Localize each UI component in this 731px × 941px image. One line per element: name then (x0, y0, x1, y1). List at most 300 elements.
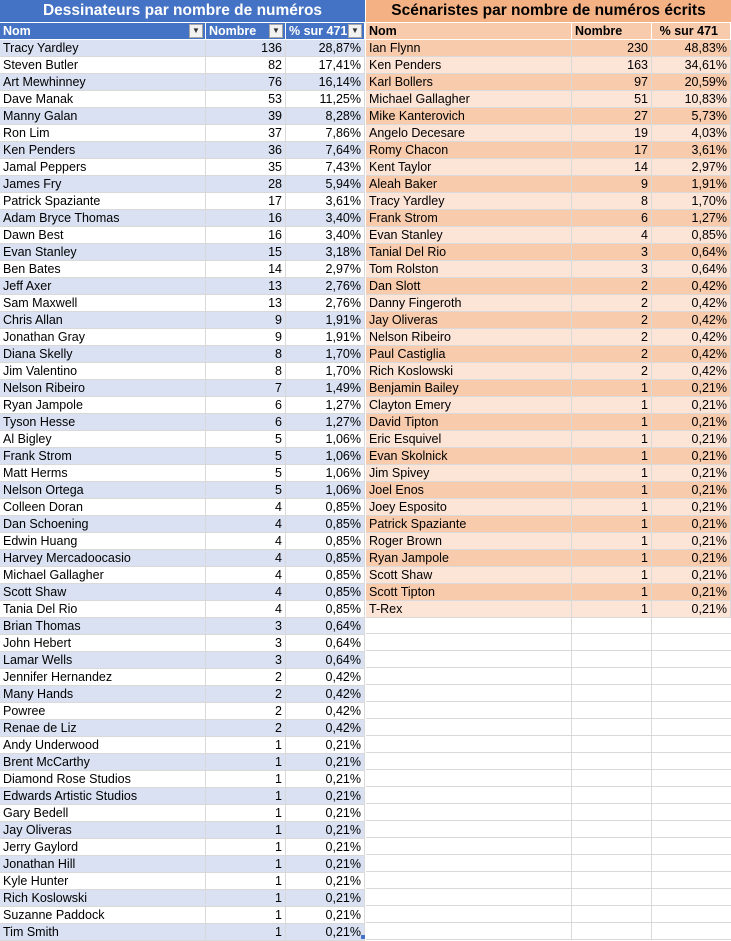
writer-pct-cell[interactable]: 0,21% (652, 448, 731, 465)
writer-count-cell[interactable]: 2 (572, 278, 652, 295)
writer-name-cell[interactable]: Jim Spivey (366, 465, 572, 482)
writer-count-cell[interactable]: 27 (572, 108, 652, 125)
artist-count-cell[interactable]: 9 (206, 312, 286, 329)
artist-pct-cell[interactable]: 0,64% (286, 652, 365, 669)
artist-pct-cell[interactable]: 0,21% (286, 873, 365, 890)
artist-count-cell[interactable]: 8 (206, 346, 286, 363)
writer-name-cell[interactable]: Roger Brown (366, 533, 572, 550)
writer-name-cell[interactable]: Joey Esposito (366, 499, 572, 516)
artist-name-cell[interactable]: Tracy Yardley (0, 40, 206, 57)
writer-name-cell[interactable]: David Tipton (366, 414, 572, 431)
artist-count-cell[interactable]: 17 (206, 193, 286, 210)
artist-pct-cell[interactable]: 1,70% (286, 346, 365, 363)
artist-pct-cell[interactable]: 0,21% (286, 924, 365, 941)
artist-name-cell[interactable]: Powree (0, 703, 206, 720)
artist-pct-cell[interactable]: 1,06% (286, 431, 365, 448)
artist-count-cell[interactable]: 3 (206, 618, 286, 635)
artist-name-cell[interactable]: Al Bigley (0, 431, 206, 448)
artist-count-cell[interactable]: 28 (206, 176, 286, 193)
writer-count-cell[interactable]: 1 (572, 601, 652, 618)
artist-count-cell[interactable]: 1 (206, 873, 286, 890)
writer-table-row (366, 499, 731, 516)
artist-table-row (0, 550, 365, 567)
writer-count-cell[interactable]: 3 (572, 261, 652, 278)
artist-pct-cell[interactable]: 0,21% (286, 856, 365, 873)
writer-name-cell[interactable]: Joel Enos (366, 482, 572, 499)
artist-count-cell[interactable]: 37 (206, 125, 286, 142)
writer-name-cell[interactable]: T-Rex (366, 601, 572, 618)
artist-name-cell[interactable]: Frank Strom (0, 448, 206, 465)
artist-name-cell[interactable]: Lamar Wells (0, 652, 206, 669)
writer-pct-cell[interactable]: 0,42% (652, 295, 731, 312)
writer-table-row (366, 397, 731, 414)
artist-pct-cell[interactable]: 1,91% (286, 329, 365, 346)
writer-table-row (366, 431, 731, 448)
artists-table-title[interactable]: Dessinateurs par nombre de numéros (0, 0, 365, 23)
artist-name-cell[interactable]: Kyle Hunter (0, 873, 206, 890)
writer-name-cell[interactable]: Dan Slott (366, 278, 572, 295)
artist-count-cell[interactable]: 1 (206, 924, 286, 941)
artist-pct-cell[interactable]: 0,85% (286, 567, 365, 584)
artist-count-cell[interactable]: 1 (206, 737, 286, 754)
artist-count-cell[interactable]: 2 (206, 703, 286, 720)
artist-count-cell[interactable]: 4 (206, 533, 286, 550)
writer-name-cell[interactable]: Tom Rolston (366, 261, 572, 278)
writer-pct-cell[interactable]: 0,21% (652, 516, 731, 533)
artist-name-cell[interactable]: John Hebert (0, 635, 206, 652)
artists-header-name[interactable] (0, 23, 206, 40)
artist-pct-cell[interactable]: 17,41% (286, 57, 365, 74)
artist-name-cell[interactable]: Ken Penders (0, 142, 206, 159)
artist-pct-cell[interactable]: 1,91% (286, 312, 365, 329)
artist-count-cell[interactable]: 36 (206, 142, 286, 159)
table-resize-handle[interactable] (361, 935, 365, 939)
writer-pct-cell[interactable]: 3,61% (652, 142, 731, 159)
writer-pct-cell[interactable]: 48,83% (652, 40, 731, 57)
artist-table-row (0, 482, 365, 499)
artist-pct-cell[interactable]: 3,40% (286, 227, 365, 244)
artist-count-cell[interactable]: 1 (206, 890, 286, 907)
artist-name-cell[interactable]: Brent McCarthy (0, 754, 206, 771)
artist-table-row (0, 873, 365, 890)
artist-pct-cell[interactable]: 1,06% (286, 465, 365, 482)
artist-name-cell[interactable]: Many Hands (0, 686, 206, 703)
artist-pct-cell[interactable]: 1,70% (286, 363, 365, 380)
artist-name-cell[interactable]: Matt Herms (0, 465, 206, 482)
artist-table-row (0, 125, 365, 142)
artist-pct-cell[interactable]: 1,27% (286, 397, 365, 414)
artist-pct-cell[interactable]: 0,64% (286, 618, 365, 635)
writer-name-cell[interactable]: Paul Castiglia (366, 346, 572, 363)
artist-count-cell[interactable]: 4 (206, 567, 286, 584)
writer-name-cell[interactable]: Clayton Emery (366, 397, 572, 414)
artist-pct-cell[interactable]: 0,64% (286, 635, 365, 652)
artist-count-cell[interactable]: 4 (206, 550, 286, 567)
writer-count-cell[interactable]: 1 (572, 584, 652, 601)
writer-pct-cell[interactable]: 0,21% (652, 482, 731, 499)
artist-name-cell[interactable]: Steven Butler (0, 57, 206, 74)
artist-pct-cell[interactable]: 0,85% (286, 584, 365, 601)
artist-name-cell[interactable]: Ron Lim (0, 125, 206, 142)
writer-name-cell[interactable]: Rich Koslowski (366, 363, 572, 380)
writer-pct-cell[interactable]: 1,27% (652, 210, 731, 227)
artist-name-cell[interactable]: Adam Bryce Thomas (0, 210, 206, 227)
writer-table-row (366, 142, 731, 159)
artist-name-cell[interactable]: Ryan Jampole (0, 397, 206, 414)
artist-pct-cell[interactable]: 0,42% (286, 703, 365, 720)
writer-count-cell[interactable]: 1 (572, 499, 652, 516)
writer-name-cell[interactable]: Evan Stanley (366, 227, 572, 244)
writer-name-cell[interactable]: Aleah Baker (366, 176, 572, 193)
artist-count-cell[interactable]: 15 (206, 244, 286, 261)
writer-count-cell[interactable]: 14 (572, 159, 652, 176)
writer-name-cell[interactable]: Mike Kanterovich (366, 108, 572, 125)
artist-count-cell[interactable]: 2 (206, 720, 286, 737)
writer-pct-cell[interactable]: 0,64% (652, 261, 731, 278)
artist-pct-cell[interactable]: 16,14% (286, 74, 365, 91)
artist-table-row (0, 414, 365, 431)
writer-pct-cell[interactable]: 0,21% (652, 567, 731, 584)
artist-pct-cell[interactable]: 3,18% (286, 244, 365, 261)
writer-name-cell[interactable]: Eric Esquivel (366, 431, 572, 448)
artist-table-row (0, 159, 365, 176)
writer-name-cell[interactable]: Ian Flynn (366, 40, 572, 57)
writer-table-row (366, 567, 731, 584)
artist-count-cell[interactable]: 5 (206, 431, 286, 448)
artist-table-row (0, 805, 365, 822)
artist-table-row (0, 856, 365, 873)
filter-dropdown-icon[interactable]: ▼ (189, 24, 203, 38)
artist-name-cell[interactable]: Dave Manak (0, 91, 206, 108)
writer-count-cell[interactable]: 17 (572, 142, 652, 159)
writer-pct-cell[interactable]: 34,61% (652, 57, 731, 74)
artist-count-cell[interactable]: 5 (206, 448, 286, 465)
writer-pct-cell[interactable]: 0,21% (652, 601, 731, 618)
artist-pct-cell[interactable]: 0,21% (286, 737, 365, 754)
artist-name-cell[interactable]: Jeff Axer (0, 278, 206, 295)
artist-pct-cell[interactable]: 0,21% (286, 788, 365, 805)
artist-pct-cell[interactable]: 7,86% (286, 125, 365, 142)
artists-header-name-label: Nom (3, 24, 31, 38)
writers-header-count[interactable]: Nombre (572, 23, 652, 40)
artist-count-cell[interactable]: 1 (206, 907, 286, 924)
artist-name-cell[interactable]: Jerry Gaylord (0, 839, 206, 856)
artist-count-cell[interactable]: 1 (206, 805, 286, 822)
writer-name-cell[interactable]: Jay Oliveras (366, 312, 572, 329)
writer-count-cell[interactable]: 230 (572, 40, 652, 57)
writer-name-cell[interactable]: Nelson Ribeiro (366, 329, 572, 346)
writers-header-row (366, 23, 731, 40)
writer-name-cell[interactable]: Benjamin Bailey (366, 380, 572, 397)
writer-pct-cell[interactable]: 10,83% (652, 91, 731, 108)
writers-header-pct[interactable]: % sur 471 (652, 23, 731, 40)
artist-count-cell[interactable]: 5 (206, 482, 286, 499)
writer-pct-cell[interactable]: 20,59% (652, 74, 731, 91)
writer-name-cell[interactable]: Tracy Yardley (366, 193, 572, 210)
artist-name-cell[interactable]: Gary Bedell (0, 805, 206, 822)
writer-count-cell[interactable]: 1 (572, 567, 652, 584)
artists-header-pct[interactable] (286, 23, 365, 40)
artist-count-cell[interactable]: 53 (206, 91, 286, 108)
writer-count-cell[interactable]: 163 (572, 57, 652, 74)
artist-name-cell[interactable]: Dan Schoening (0, 516, 206, 533)
writer-name-cell[interactable]: Scott Shaw (366, 567, 572, 584)
writer-name-cell[interactable]: Karl Bollers (366, 74, 572, 91)
artist-pct-cell[interactable]: 2,76% (286, 278, 365, 295)
writer-count-cell[interactable]: 1 (572, 397, 652, 414)
artist-name-cell[interactable]: Suzanne Paddock (0, 907, 206, 924)
writer-count-cell[interactable]: 1 (572, 482, 652, 499)
writer-count-cell[interactable]: 6 (572, 210, 652, 227)
writer-name-cell[interactable]: Ryan Jampole (366, 550, 572, 567)
writer-count-cell[interactable]: 9 (572, 176, 652, 193)
artist-table-row (0, 227, 365, 244)
artist-pct-cell[interactable]: 0,21% (286, 839, 365, 856)
artist-pct-cell[interactable]: 7,64% (286, 142, 365, 159)
artist-pct-cell[interactable]: 2,76% (286, 295, 365, 312)
writer-count-cell[interactable]: 1 (572, 414, 652, 431)
artist-name-cell[interactable]: Jonathan Hill (0, 856, 206, 873)
artist-count-cell[interactable]: 4 (206, 584, 286, 601)
artist-count-cell[interactable]: 5 (206, 465, 286, 482)
artist-table-row (0, 771, 365, 788)
artist-pct-cell[interactable]: 1,06% (286, 448, 365, 465)
writer-pct-cell[interactable]: 1,70% (652, 193, 731, 210)
writer-count-cell[interactable]: 1 (572, 516, 652, 533)
artist-pct-cell[interactable]: 0,42% (286, 686, 365, 703)
artist-count-cell[interactable]: 35 (206, 159, 286, 176)
writer-count-cell[interactable]: 3 (572, 244, 652, 261)
writer-pct-cell[interactable]: 0,42% (652, 278, 731, 295)
artist-count-cell[interactable]: 14 (206, 261, 286, 278)
artist-table-row (0, 448, 365, 465)
writer-count-cell[interactable]: 8 (572, 193, 652, 210)
writer-name-cell[interactable]: Evan Skolnick (366, 448, 572, 465)
artist-name-cell[interactable]: Dawn Best (0, 227, 206, 244)
artist-count-cell[interactable]: 1 (206, 822, 286, 839)
writer-count-cell[interactable]: 2 (572, 346, 652, 363)
writers-table-title[interactable]: Scénaristes par nombre de numéros écrits (366, 0, 731, 23)
writer-count-cell[interactable]: 2 (572, 363, 652, 380)
artist-name-cell[interactable]: Jonathan Gray (0, 329, 206, 346)
artist-name-cell[interactable]: Nelson Ribeiro (0, 380, 206, 397)
writer-pct-cell[interactable]: 4,03% (652, 125, 731, 142)
writer-name-cell[interactable]: Frank Strom (366, 210, 572, 227)
artist-count-cell[interactable]: 13 (206, 295, 286, 312)
artist-table-row (0, 737, 365, 754)
artist-pct-cell[interactable]: 0,42% (286, 720, 365, 737)
artist-pct-cell[interactable]: 0,21% (286, 754, 365, 771)
writer-pct-cell[interactable]: 0,21% (652, 499, 731, 516)
writer-count-cell[interactable]: 97 (572, 74, 652, 91)
writer-count-cell[interactable]: 19 (572, 125, 652, 142)
writer-count-cell[interactable]: 4 (572, 227, 652, 244)
artist-count-cell[interactable]: 16 (206, 227, 286, 244)
writer-pct-cell[interactable]: 0,85% (652, 227, 731, 244)
artist-name-cell[interactable]: Diamond Rose Studios (0, 771, 206, 788)
artist-count-cell[interactable]: 6 (206, 397, 286, 414)
artist-count-cell[interactable]: 9 (206, 329, 286, 346)
writer-count-cell[interactable]: 1 (572, 550, 652, 567)
artist-name-cell[interactable]: Patrick Spaziante (0, 193, 206, 210)
writer-name-cell[interactable]: Romy Chacon (366, 142, 572, 159)
artist-table-row (0, 635, 365, 652)
writer-count-cell[interactable]: 2 (572, 295, 652, 312)
artist-count-cell[interactable]: 1 (206, 754, 286, 771)
writer-name-cell[interactable]: Patrick Spaziante (366, 516, 572, 533)
artist-count-cell[interactable]: 1 (206, 771, 286, 788)
artist-table-row (0, 295, 365, 312)
artist-name-cell[interactable]: Jay Oliveras (0, 822, 206, 839)
writers-header-name[interactable]: Nom (366, 23, 572, 40)
artist-pct-cell[interactable]: 5,94% (286, 176, 365, 193)
artist-count-cell[interactable]: 76 (206, 74, 286, 91)
writer-name-cell[interactable]: Kent Taylor (366, 159, 572, 176)
filter-dropdown-icon[interactable]: ▼ (269, 24, 283, 38)
artist-name-cell[interactable]: Tania Del Rio (0, 601, 206, 618)
writer-pct-cell[interactable]: 0,21% (652, 380, 731, 397)
artist-name-cell[interactable]: Jim Valentino (0, 363, 206, 380)
writer-count-cell[interactable]: 1 (572, 465, 652, 482)
artist-count-cell[interactable]: 136 (206, 40, 286, 57)
artist-pct-cell[interactable]: 1,27% (286, 414, 365, 431)
artist-name-cell[interactable]: Chris Allan (0, 312, 206, 329)
artist-count-cell[interactable]: 4 (206, 601, 286, 618)
artist-pct-cell[interactable]: 2,97% (286, 261, 365, 278)
artist-count-cell[interactable]: 8 (206, 363, 286, 380)
writer-pct-cell[interactable]: 0,64% (652, 244, 731, 261)
artist-pct-cell[interactable]: 0,21% (286, 890, 365, 907)
artist-pct-cell[interactable]: 3,40% (286, 210, 365, 227)
artist-pct-cell[interactable]: 1,06% (286, 482, 365, 499)
artist-pct-cell[interactable]: 0,85% (286, 550, 365, 567)
artist-count-cell[interactable]: 2 (206, 686, 286, 703)
writer-table-row (366, 312, 731, 329)
writer-pct-cell[interactable]: 0,21% (652, 533, 731, 550)
artist-count-cell[interactable]: 82 (206, 57, 286, 74)
artist-name-cell[interactable]: Evan Stanley (0, 244, 206, 261)
artist-pct-cell[interactable]: 28,87% (286, 40, 365, 57)
artist-pct-cell[interactable]: 0,42% (286, 669, 365, 686)
artist-pct-cell[interactable]: 7,43% (286, 159, 365, 176)
artist-name-cell[interactable]: Diana Skelly (0, 346, 206, 363)
artist-pct-cell[interactable]: 0,85% (286, 499, 365, 516)
writer-name-cell[interactable]: Michael Gallagher (366, 91, 572, 108)
artist-name-cell[interactable]: Sam Maxwell (0, 295, 206, 312)
writer-pct-cell[interactable]: 1,91% (652, 176, 731, 193)
writer-pct-cell[interactable]: 0,21% (652, 414, 731, 431)
artist-name-cell[interactable]: James Fry (0, 176, 206, 193)
artist-pct-cell[interactable]: 0,85% (286, 516, 365, 533)
artist-name-cell[interactable]: Nelson Ortega (0, 482, 206, 499)
writer-pct-cell[interactable]: 0,42% (652, 363, 731, 380)
artist-count-cell[interactable]: 4 (206, 499, 286, 516)
artist-name-cell[interactable]: Michael Gallagher (0, 567, 206, 584)
artist-count-cell[interactable]: 7 (206, 380, 286, 397)
artists-header-count[interactable] (206, 23, 286, 40)
writer-count-cell[interactable]: 2 (572, 312, 652, 329)
writer-count-cell[interactable]: 1 (572, 448, 652, 465)
filter-dropdown-icon[interactable]: ▼ (348, 24, 362, 38)
artist-name-cell[interactable]: Tim Smith (0, 924, 206, 941)
artist-count-cell[interactable]: 3 (206, 652, 286, 669)
writer-pct-cell[interactable]: 0,21% (652, 584, 731, 601)
artist-count-cell[interactable]: 13 (206, 278, 286, 295)
artist-name-cell[interactable]: Andy Underwood (0, 737, 206, 754)
artist-name-cell[interactable]: Edwin Huang (0, 533, 206, 550)
artist-count-cell[interactable]: 4 (206, 516, 286, 533)
writer-count-cell[interactable]: 1 (572, 431, 652, 448)
artist-name-cell[interactable]: Edwards Artistic Studios (0, 788, 206, 805)
artist-count-cell[interactable]: 3 (206, 635, 286, 652)
writer-table-row (366, 601, 731, 618)
artist-pct-cell[interactable]: 0,21% (286, 805, 365, 822)
writer-pct-cell[interactable]: 0,42% (652, 329, 731, 346)
writer-pct-cell[interactable]: 0,21% (652, 550, 731, 567)
writer-name-cell[interactable]: Tanial Del Rio (366, 244, 572, 261)
writer-name-cell[interactable]: Ken Penders (366, 57, 572, 74)
writer-pct-cell[interactable]: 2,97% (652, 159, 731, 176)
artist-pct-cell[interactable]: 0,21% (286, 771, 365, 788)
artist-name-cell[interactable]: Jennifer Hernandez (0, 669, 206, 686)
artist-name-cell[interactable]: Jamal Peppers (0, 159, 206, 176)
writer-pct-cell[interactable]: 0,21% (652, 465, 731, 482)
artist-count-cell[interactable]: 16 (206, 210, 286, 227)
artist-count-cell[interactable]: 1 (206, 839, 286, 856)
writer-pct-cell[interactable]: 5,73% (652, 108, 731, 125)
writer-name-cell[interactable]: Scott Tipton (366, 584, 572, 601)
artist-pct-cell[interactable]: 3,61% (286, 193, 365, 210)
artist-pct-cell[interactable]: 0,85% (286, 533, 365, 550)
artist-name-cell[interactable]: Harvey Mercadoocasio (0, 550, 206, 567)
writer-name-cell[interactable]: Angelo Decesare (366, 125, 572, 142)
writer-pct-cell[interactable]: 0,21% (652, 397, 731, 414)
artist-pct-cell[interactable]: 1,49% (286, 380, 365, 397)
artist-name-cell[interactable]: Ben Bates (0, 261, 206, 278)
artist-name-cell[interactable]: Rich Koslowski (0, 890, 206, 907)
writer-count-cell[interactable]: 2 (572, 329, 652, 346)
artist-pct-cell[interactable]: 0,21% (286, 822, 365, 839)
writer-pct-cell[interactable]: 0,21% (652, 431, 731, 448)
artists-header-count-label: Nombre (209, 24, 257, 38)
writer-count-cell[interactable]: 1 (572, 380, 652, 397)
artist-name-cell[interactable]: Tyson Hesse (0, 414, 206, 431)
artist-name-cell[interactable]: Colleen Doran (0, 499, 206, 516)
writer-pct-cell[interactable]: 0,42% (652, 346, 731, 363)
writer-table-row (366, 414, 731, 431)
artist-count-cell[interactable]: 6 (206, 414, 286, 431)
artist-count-cell[interactable]: 2 (206, 669, 286, 686)
empty-cell-grid[interactable] (366, 617, 731, 940)
artist-count-cell[interactable]: 1 (206, 788, 286, 805)
artist-pct-cell[interactable]: 8,28% (286, 108, 365, 125)
artist-name-cell[interactable]: Renae de Liz (0, 720, 206, 737)
writer-count-cell[interactable]: 51 (572, 91, 652, 108)
artist-name-cell[interactable]: Art Mewhinney (0, 74, 206, 91)
artist-name-cell[interactable]: Brian Thomas (0, 618, 206, 635)
artist-count-cell[interactable]: 1 (206, 856, 286, 873)
artist-count-cell[interactable]: 39 (206, 108, 286, 125)
writer-name-cell[interactable]: Danny Fingeroth (366, 295, 572, 312)
writer-count-cell[interactable]: 1 (572, 533, 652, 550)
artist-pct-cell[interactable]: 0,85% (286, 601, 365, 618)
artist-pct-cell[interactable]: 11,25% (286, 91, 365, 108)
artist-name-cell[interactable]: Scott Shaw (0, 584, 206, 601)
artist-name-cell[interactable]: Manny Galan (0, 108, 206, 125)
artist-pct-cell[interactable]: 0,21% (286, 907, 365, 924)
artist-table-row (0, 669, 365, 686)
writer-pct-cell[interactable]: 0,42% (652, 312, 731, 329)
